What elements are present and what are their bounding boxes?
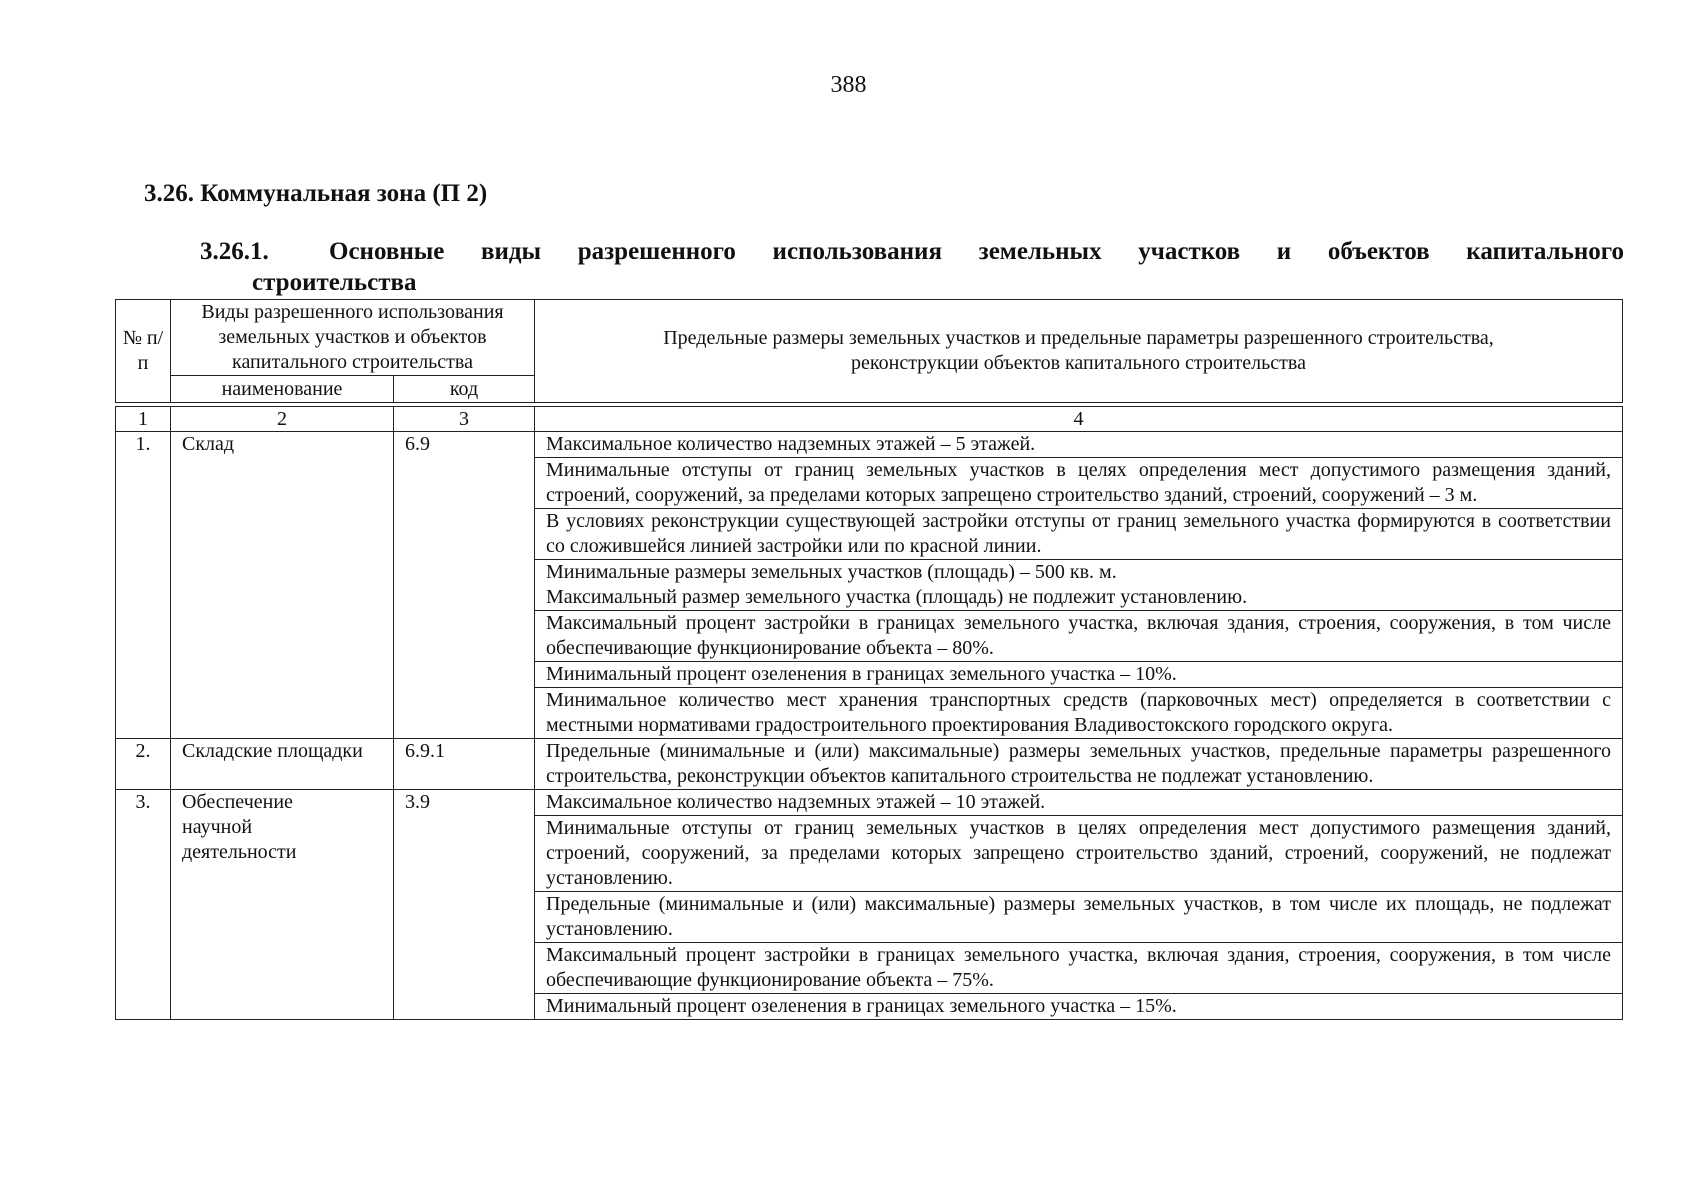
row-param: Минимальное количество мест хранения транспортных средств (парковочных мест) определяется в соответствии с местными нормативами градостроительного проектирования Владивостокского городского округа. (535, 688, 1623, 739)
header-col-name: наименование (171, 376, 394, 403)
row-code: 6.9.1 (394, 739, 535, 790)
column-number: 1 (116, 407, 171, 432)
subsection-heading (200, 236, 1624, 298)
column-number: 4 (535, 407, 1623, 432)
row-param: Предельные (минимальные и (или) максимальные) размеры земельных участков, в том числе их площадь, не подлежат установлению. (535, 892, 1623, 943)
column-number: 2 (171, 407, 394, 432)
table-row (116, 790, 1623, 816)
column-number: 3 (394, 407, 535, 432)
subsection-title-part-2: строительства (252, 269, 417, 296)
row-param: Минимальные размеры земельных участков (площадь) – 500 кв. м. (546, 561, 1117, 583)
row-name: Обеспечение научной деятельности (171, 790, 394, 1020)
row-param: Предельные (минимальные и (или) максимальные) размеры земельных участков, предельные параметры разрешенного строительства, реконструкции объектов капитального строительства не подлежат установлению. (535, 739, 1623, 790)
row-name: Склад (171, 432, 394, 739)
row-param: В условиях реконструкции существующей застройки отступы от границ земельного участка формируются в соответствии со сложившейся линией застройки или по красной линии. (535, 509, 1623, 560)
section-title: 3.26. Коммунальная зона (П 2) (144, 180, 488, 207)
header-col-code: код (394, 376, 535, 403)
header-col-params: Предельные размеры земельных участков и предельные параметры разрешенного строительства, реконструкции объектов капитального строительства (535, 300, 1623, 403)
subsection-line-1 (200, 236, 1624, 267)
row-param: Минимальный процент озеленения в границах земельного участка – 15%. (535, 994, 1623, 1020)
row-param-group (535, 560, 1623, 611)
page-number: 388 (830, 72, 867, 98)
row-number: 1. (116, 432, 171, 739)
header-col-types: Виды разрешенного использования земельных участков и объектов капитального строительства (171, 300, 535, 376)
subsection-title-part-1: Основные виды разрешенного использования земельных участков и объектов капитального (329, 238, 1624, 265)
row-param: Минимальные отступы от границ земельных участков в целях определения мест допустимого размещения зданий, строений, сооружений, за пределами которых запрещено строительство зданий, строений, сооружений – 3 м. (535, 458, 1623, 509)
row-param: Максимальное количество надземных этажей – 5 этажей. (535, 432, 1623, 458)
subsection-number: 3.26.1. (200, 238, 269, 265)
row-code: 3.9 (394, 790, 535, 1020)
row-param: Минимальный процент озеленения в границах земельного участка – 10%. (535, 662, 1623, 688)
table-row (116, 432, 1623, 458)
column-number-row (116, 407, 1623, 432)
row-param: Максимальный процент застройки в границах земельного участка, включая здания, строения, сооружения, в том числе обеспечивающие функционирование объекта – 75%. (535, 943, 1623, 994)
row-number: 2. (116, 739, 171, 790)
row-code: 6.9 (394, 432, 535, 739)
main-table (115, 406, 1623, 1020)
row-name: Складские площадки (171, 739, 394, 790)
row-param: Максимальный процент застройки в границах земельного участка, включая здания, строения, сооружения, в том числе обеспечивающие функционирование объекта – 80%. (535, 611, 1623, 662)
row-param: Максимальное количество надземных этажей – 10 этажей. (535, 790, 1623, 816)
header-col-num: № п/п (116, 300, 171, 403)
row-param: Минимальные отступы от границ земельных участков в целях определения мест допустимого размещения зданий, строений, сооружений, за пределами которых запрещено строительство зданий, строений, сооружений, не подлежат установлению. (535, 816, 1623, 892)
table-row (116, 739, 1623, 790)
table-header (115, 299, 1623, 403)
row-param: Максимальный размер земельного участка (площадь) не подлежит установлению. (546, 586, 1248, 608)
row-number: 3. (116, 790, 171, 1020)
